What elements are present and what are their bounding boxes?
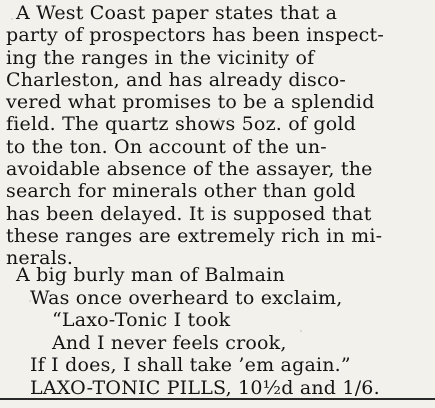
article-line-7: to the ton. On account of the un- bbox=[6, 135, 327, 158]
print-speck bbox=[300, 330, 302, 332]
article-line-10: has been delayed. It is supposed that bbox=[6, 202, 372, 225]
laxo-tonic-advertisement bbox=[6, 264, 430, 400]
verse-line-2: Was once overheard to exclaim, bbox=[30, 286, 343, 309]
article-line-8: avoidable absence of the assayer, the bbox=[6, 158, 373, 181]
article-line-5: vered what promises to be a splendid bbox=[6, 91, 375, 114]
verse-line-3: “Laxo-Tonic I took bbox=[52, 309, 231, 332]
print-speck bbox=[140, 385, 142, 387]
article-line-6: field. The quartz shows 5oz. of gold bbox=[6, 113, 357, 136]
verse-line-4: And I never feels crook, bbox=[52, 331, 287, 354]
print-speck bbox=[11, 18, 13, 20]
article-line-12: nerals. bbox=[6, 247, 74, 270]
column-rule bbox=[0, 398, 435, 400]
article-line-2: party of prospectors has been inspect- bbox=[6, 24, 384, 47]
print-speck bbox=[352, 240, 355, 242]
article-line-9: search for minerals other than gold bbox=[6, 180, 356, 203]
verse-line-5: If I does, I shall take ’em again.” bbox=[30, 354, 351, 377]
news-article bbox=[6, 2, 430, 270]
article-line-11: these ranges are extremely rich in mi- bbox=[6, 224, 383, 247]
article-line-1: A West Coast paper states that a bbox=[16, 2, 338, 24]
print-speck bbox=[218, 118, 220, 120]
print-speck bbox=[29, 300, 31, 302]
article-line-4: Charleston, and has already disco- bbox=[6, 68, 347, 91]
verse-line-1: A big burly man of Balmain bbox=[16, 264, 285, 286]
article-line-3: ing the ranges in the vicinity of bbox=[6, 46, 315, 69]
product-price-line: LAXO-TONIC PILLS, 10½d and 1/6. bbox=[30, 376, 380, 399]
